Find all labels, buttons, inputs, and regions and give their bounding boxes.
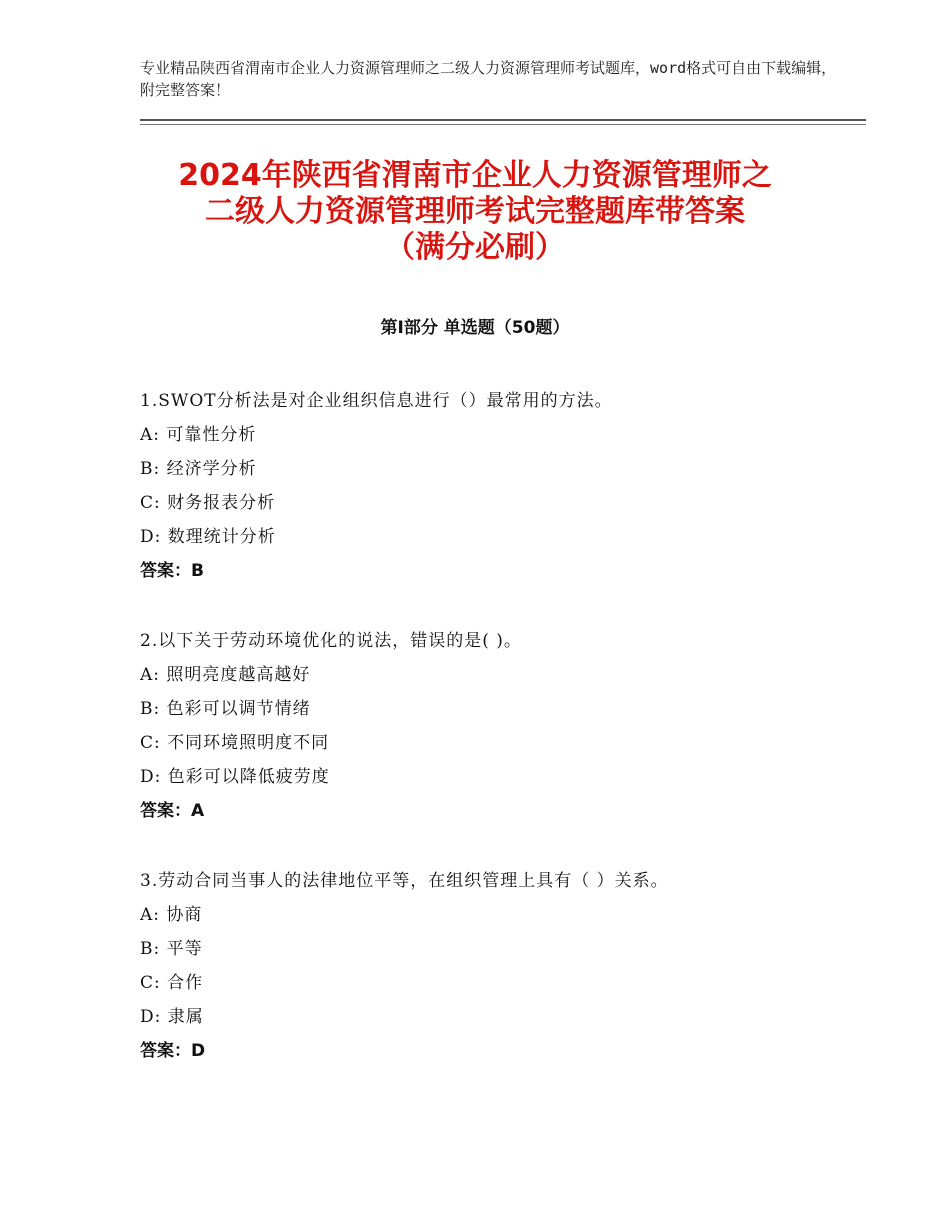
option-d: D: 色彩可以降低疲劳度: [140, 767, 330, 787]
document-title: [100, 158, 850, 266]
question-stem: 2.以下关于劳动环境优化的说法，错误的是( )。: [140, 631, 522, 651]
section-heading: 第Ⅰ部分 单选题（50题）: [380, 318, 570, 338]
option-b: B: 平等: [140, 939, 203, 959]
question-2: [140, 624, 860, 828]
option-b: B: 经济学分析: [140, 459, 257, 479]
header-note: 专业精品陕西省渭南市企业人力资源管理师之二级人力资源管理师考试题库，word格式可自由下载编辑，附完整答案！: [140, 59, 837, 99]
title-line-1: 2024年陕西省渭南市企业人力资源管理师之: [178, 158, 772, 193]
answer-label: 答案：D: [140, 1041, 206, 1061]
option-a: A: 照明亮度越高越好: [140, 665, 311, 685]
title-line-3: （满分必刷）: [385, 230, 565, 265]
question-stem: 3.劳动合同当事人的法律地位平等，在组织管理上具有（ ）关系。: [140, 871, 669, 891]
option-c: C: 合作: [140, 973, 204, 993]
question-1: [140, 384, 860, 588]
header-divider-thin: [140, 124, 866, 125]
option-d: D: 数理统计分析: [140, 527, 276, 547]
option-b: B: 色彩可以调节情绪: [140, 699, 311, 719]
option-d: D: 隶属: [140, 1007, 204, 1027]
answer-label: 答案：A: [140, 801, 205, 821]
option-c: C: 财务报表分析: [140, 493, 276, 513]
header-divider-thick: [140, 119, 866, 121]
question-list: [140, 384, 860, 1104]
question-3: [140, 864, 860, 1068]
option-c: C: 不同环境照明度不同: [140, 733, 330, 753]
answer-label: 答案：B: [140, 561, 204, 581]
option-a: A: 协商: [140, 905, 203, 925]
option-a: A: 可靠性分析: [140, 425, 257, 445]
title-line-2: 二级人力资源管理师考试完整题库带答案: [205, 194, 745, 229]
question-stem: 1.SWOT分析法是对企业组织信息进行（）最常用的方法。: [140, 391, 613, 411]
